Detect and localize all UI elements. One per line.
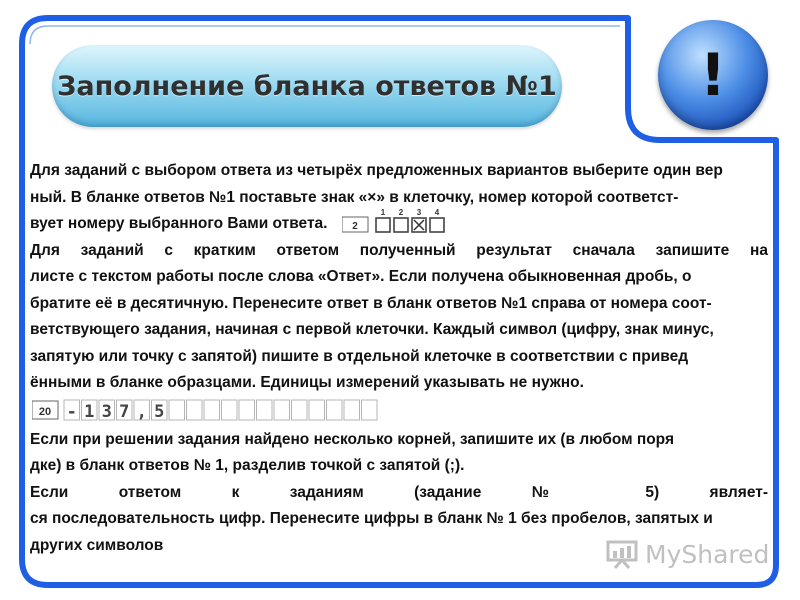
title-banner xyxy=(52,45,562,127)
presentation-board-icon xyxy=(605,539,639,569)
exclamation-mark: ! xyxy=(699,41,727,109)
watermark xyxy=(605,538,775,570)
text-line-content: вует номеру выбранного Вами ответа. xyxy=(30,215,328,233)
page-title: Заполнение бланка ответов №1 xyxy=(57,70,557,102)
choice-option-label: 1 xyxy=(380,209,386,217)
text-line: ный. В бланке ответов №1 поставьте знак «×» в клеточку, номер которой соответст- xyxy=(30,188,679,206)
exclamation-badge-icon xyxy=(658,20,768,130)
watermark-text: MyShared xyxy=(645,539,770,569)
text-line: Для заданий с выбором ответа из четырёх предложенных вариантов выберите один вер xyxy=(30,162,723,179)
text-line: листе с текстом работы после слова «Ответ». Если получена обыкновенная дробь, о xyxy=(30,268,692,285)
answer-cell xyxy=(222,400,238,420)
short-answer-example xyxy=(30,397,768,427)
answer-cell xyxy=(187,400,203,420)
text-line: других символов xyxy=(30,536,164,554)
answer-cell xyxy=(239,400,255,420)
answer-cell-char: 1 xyxy=(84,401,95,422)
text-line: ся последовательность цифр. Перенесите цифры в бланк № 1 без пробелов, запятых и xyxy=(30,510,713,527)
answer-cell xyxy=(327,400,343,420)
instructions-text xyxy=(30,158,768,559)
answer-cell xyxy=(257,400,273,420)
text-line: ёнными в бланке образцами. Единицы измерений указывать не нужно. xyxy=(30,374,584,391)
answer-cell-char: 7 xyxy=(119,401,130,422)
answer-cell xyxy=(309,400,325,420)
answer-cell xyxy=(274,400,290,420)
text-line: Если при решении задания найдено несколько корней, запишите их (в любом поря xyxy=(30,430,674,448)
answer-cell-char: 3 xyxy=(101,401,112,422)
answer-cell xyxy=(204,400,220,420)
choice-option-label: 4 xyxy=(434,209,440,217)
choice-checkbox xyxy=(376,218,390,232)
text-line: запятую или точку с запятой) пишите в отдельной клеточке в соответствии с привед xyxy=(30,347,689,365)
text-line: Для заданий с кратким ответом полученный результат сначала запишите на xyxy=(30,241,768,259)
text-line: Если ответом к заданиям (задание № 5) являет- xyxy=(30,483,768,501)
text-line: братите её в десятичную. Перенесите ответ в бланк ответов №1 справа от номера соот- xyxy=(30,294,712,312)
text-line: ветствующего задания, начиная с первой клеточки. Каждый символ (цифру, знак минус, xyxy=(30,321,714,338)
choice-task-number: 2 xyxy=(352,221,358,232)
answer-cell xyxy=(344,400,360,420)
answer-cells xyxy=(64,400,377,422)
answer-cell xyxy=(292,400,308,420)
choice-option-label: 2 xyxy=(398,209,404,217)
answer-cell xyxy=(169,400,185,420)
answer-cell-char: , xyxy=(136,401,147,422)
short-answer-task-number: 20 xyxy=(38,405,52,418)
answer-cells-strip xyxy=(32,399,422,423)
answer-cell xyxy=(362,400,378,420)
text-line: дке) в бланк ответов № 1, разделив точкой с запятой (;). xyxy=(30,457,465,474)
choice-checkbox xyxy=(394,218,408,232)
answer-cell-char: - xyxy=(66,401,77,422)
choice-option-label: 3 xyxy=(416,209,422,217)
choice-checkbox xyxy=(430,218,444,232)
answer-cell-char: 5 xyxy=(154,401,165,422)
choice-answer-example xyxy=(342,209,452,235)
text-line xyxy=(30,211,768,238)
